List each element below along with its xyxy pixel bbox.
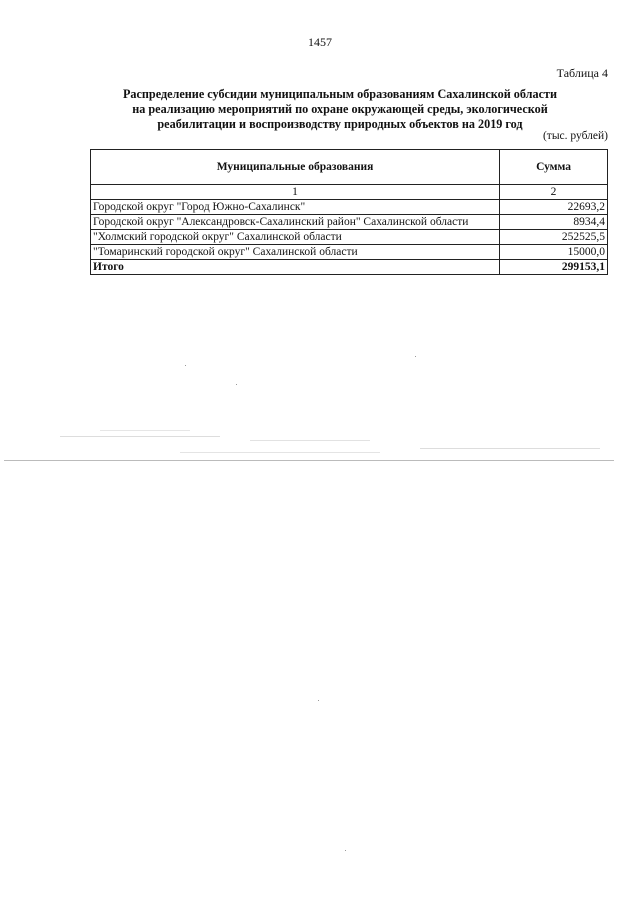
row-sum: 252525,5 (500, 230, 608, 245)
row-name: "Томаринский городской округ" Сахалинской области (91, 245, 500, 260)
row-sum: 15000,0 (500, 245, 608, 260)
scan-dot (318, 700, 319, 701)
column-number-2: 2 (500, 185, 608, 200)
total-row (91, 260, 608, 275)
scan-dot (415, 356, 416, 357)
page-number: 1457 (308, 35, 332, 49)
subsidy-table (90, 149, 608, 275)
document-title (90, 87, 590, 132)
title-line-2: на реализацию мероприятий по охране окружающей среды, экологической (132, 102, 548, 116)
table-label: Таблица 4 (556, 66, 608, 80)
scan-artifact-line (100, 430, 190, 431)
table-row (91, 245, 608, 260)
scan-artifact-line (250, 440, 370, 441)
scan-artifact-line (420, 448, 600, 449)
table-row (91, 215, 608, 230)
row-name: Городской округ "Александровск-Сахалинский район" Сахалинской области (91, 215, 500, 230)
row-name: "Холмский городской округ" Сахалинской области (91, 230, 500, 245)
header-row (91, 150, 608, 185)
table-row (91, 200, 608, 215)
total-sum: 299153,1 (500, 260, 608, 275)
scan-dot (236, 384, 237, 385)
header-sum: Сумма (500, 150, 608, 185)
scan-dot (185, 365, 186, 366)
title-line-3: реабилитации и воспроизводству природных объектов на 2019 год (157, 117, 523, 131)
column-number-row (91, 185, 608, 200)
row-sum: 8934,4 (500, 215, 608, 230)
row-sum: 22693,2 (500, 200, 608, 215)
header-municipalities: Муниципальные образования (91, 150, 500, 185)
scan-dot (345, 850, 346, 851)
row-name: Городской округ "Город Южно-Сахалинск" (91, 200, 500, 215)
scan-artifact-line (4, 460, 614, 461)
scan-artifact-line (60, 436, 220, 437)
title-line-1: Распределение субсидии муниципальным образованиям Сахалинской области (122, 87, 558, 101)
unit-note: (тыс. рублей) (542, 130, 608, 142)
scan-artifact-line (180, 452, 380, 453)
total-label: Итого (91, 260, 500, 275)
scan-artifact-band (0, 418, 640, 468)
column-number-1: 1 (91, 185, 500, 200)
table-row (91, 230, 608, 245)
